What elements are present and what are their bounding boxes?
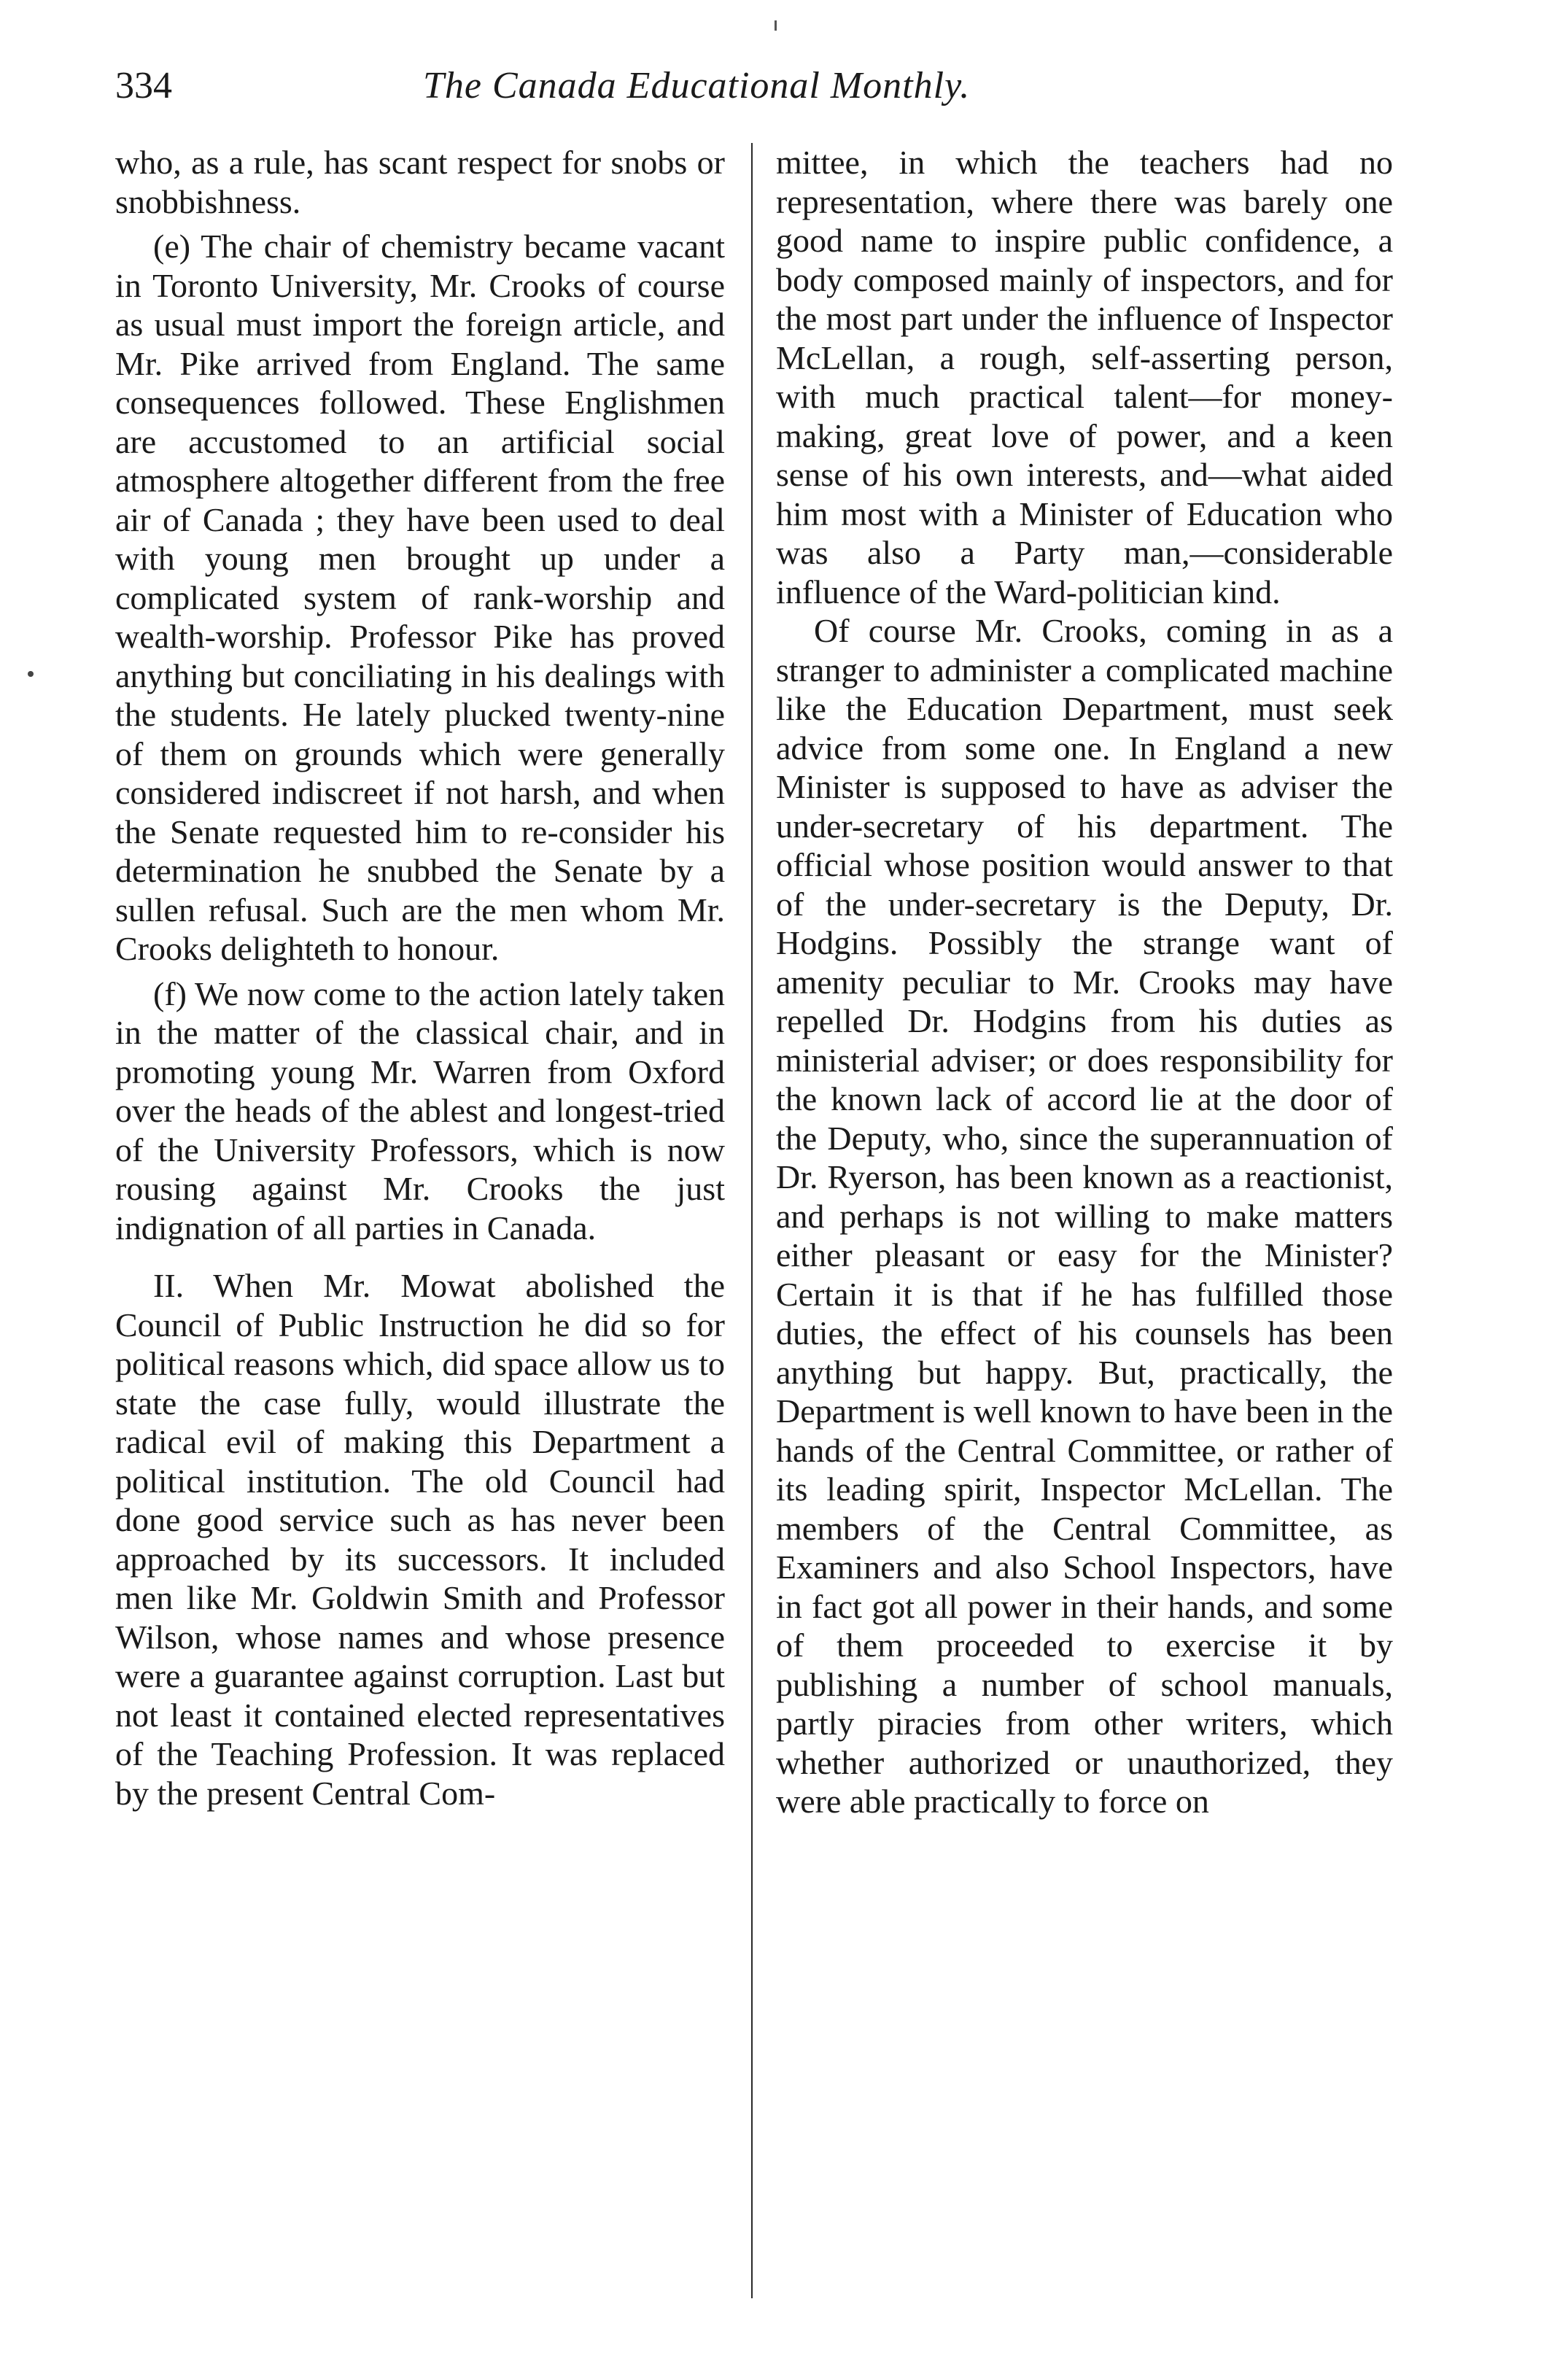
column-divider [751,143,753,2298]
paragraph-ii-council: II. When Mr. Mowat abolished the Council of Public Instruction he did so for political reasons which, did space allow us to state the case fully, would illustrate the radical evil of making this Department a political institution. The old Council had done good service such as has never been approached by its successors. It included men like Mr. Goldwin Smith and Professor Wilson, whose names and whose presence were a guarantee against corruption. Last but not least it contained elected representatives of the Teaching Profession. It was replaced by the present Central Com- [115,1267,725,1812]
paragraph-e-chemistry: (e) The chair of chemistry became vacant in Toronto University, Mr. Crooks of course as usual must import the foreign article, and Mr. Pike arrived from England. The same consequences followed. These Englishmen are accustomed to an artificial social atmosphere altogether different from the free air of Canada ; they have been used to deal with young men brought up under a complicated system of rank-worship and wealth-worship. Professor Pike has proved anything but conciliating in his dealings with the students. He lately plucked twenty-nine of them on grounds which were generally considered indiscreet if not harsh, and when the Senate requested him to re-consider his determination he snubbed the Senate by a sullen refusal. Such are the men whom Mr. Crooks delighteth to honour. [115,228,725,967]
paragraph-deputy-hodgins: Of course Mr. Crooks, coming in as a stranger to administer a complicated machine like the Education Department, must seek advice from some one. In England a new Minister is supposed to have as adviser the under-secretary of his department. The official whose position would answer to that of the under-secretary is the Deputy, Dr. Hodgins. Possibly the strange want of amenity peculiar to Mr. Crooks may have repelled Dr. Hodgins from his duties as ministerial adviser; or does responsibility for the known lack of accord lie at the door of the Deputy, who, since the superannuation of Dr. Ryerson, has been known as a reactionist, and perhaps is not willing to make matters either pleasant or easy for the Minister? Certain it is that if he has fulfilled those duties, the effect of his counsels has been anything but happy. But, practically, the Department is well known to have been in the hands of the Central Committee, or rather of its leading spirit, Inspector McLellan. The members of the Central Committee, as Examiners and also School Inspectors, have in fact got all power in their hands, and some of them proceeded to exercise it by publishing a number of school manuals, partly piracies from other writers, which whether authorized or unauthorized, they were able practically to force on [776,612,1393,1820]
left-column [115,143,725,1813]
paragraph-continuation: who, as a rule, has scant respect for snobs or snobbishness. [115,144,725,220]
speck-mark-left [28,671,34,677]
running-title: The Canada Educational Monthly. [423,65,971,106]
speck-mark-top [775,20,777,31]
paragraph-f-classical-chair: (f) We now come to the action lately taken in the matter of the classical chair, and in promoting young Mr. Warren from Oxford over the heads of the ablest and longest-tried of the University Professors, which is now rousing against Mr. Crooks the just indignation of all parties in Canada. [115,974,725,1247]
right-column [776,143,1393,1821]
paragraph-central-committee: mittee, in which the teachers had no representation, where there was barely one good name to inspire public confidence, a body composed mainly of inspectors, and for the most part under the influence of Inspector McLellan, a rough, self-asserting person, with much practical talent—for money-making, great love of power, and a keen sense of his own interests, and—what aided him most with a Minister of Education who was also a Party man,—considerable influence of the Ward-politician kind. [776,144,1393,610]
page-number: 334 [115,65,172,106]
